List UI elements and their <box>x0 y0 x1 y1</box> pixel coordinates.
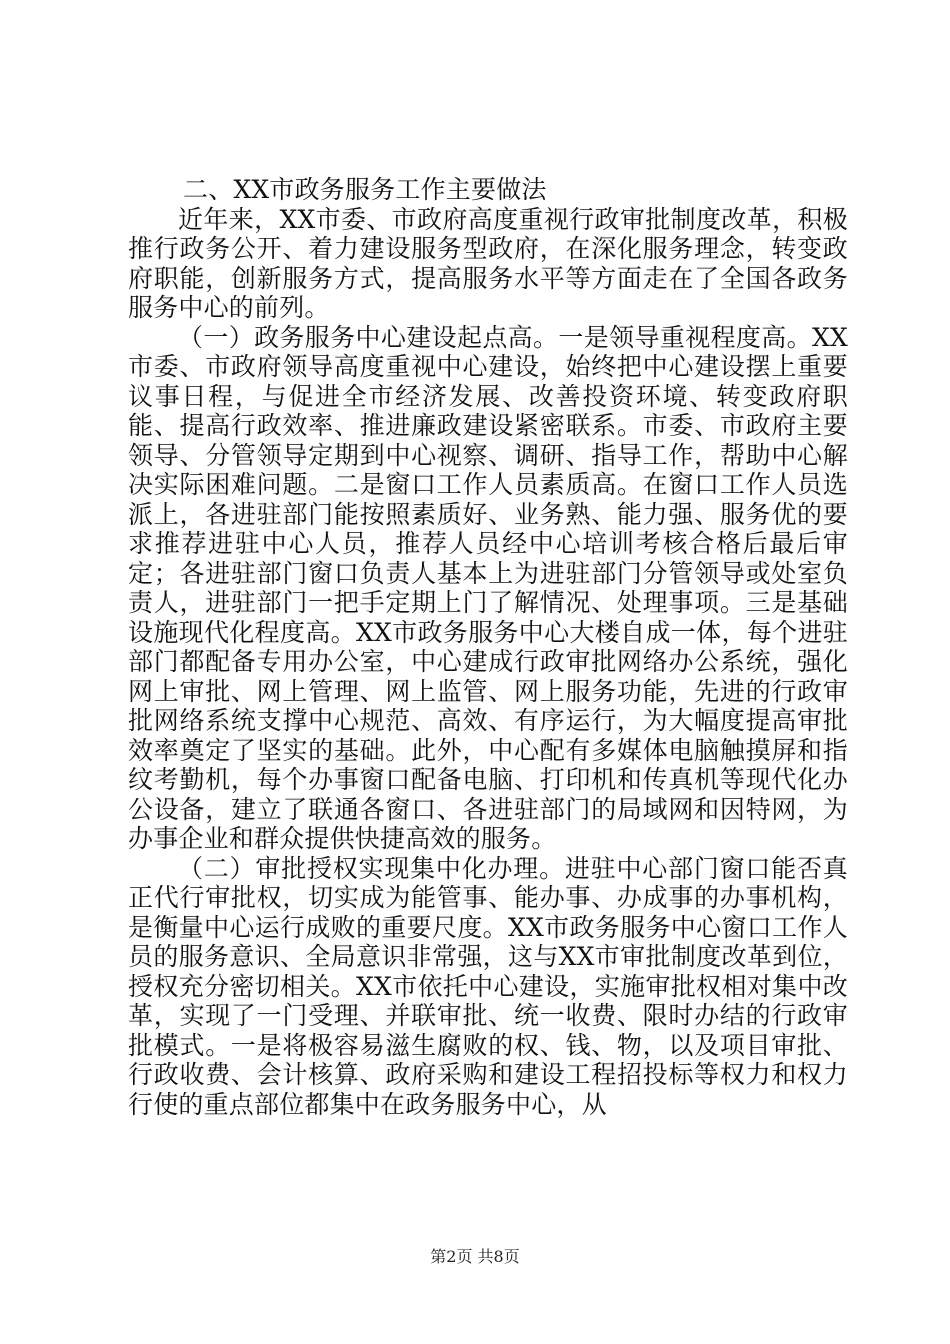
paragraph-intro: 近年来，XX市委、市政府高度重视行政审批制度改革，积极推行政务公开、着力建设服务型政府，在深化服务理念，转变政府职能，创新服务方式，提高服务水平等方面走在了全国各政务服务中心的前列。 <box>128 204 848 322</box>
section-heading: 二、XX市政务服务工作主要做法 <box>183 175 547 204</box>
paragraph-section-two: （二）审批授权实现集中化办理。进驻中心部门窗口能否真正代行审批权，切实成为能管事、能办事、办成事的办事机构，是衡量中心运行成败的重要尺度。XX市政务服务中心窗口工作人员的服务意识、全局意识非常强，这与XX市审批制度改革到位，授权充分密切相关。XX市依托中心建设，实施审批权相对集中改革，实现了一门受理、并联审批、统一收费、限时办结的行政审批模式。一是将极容易滋生腐败的权、钱、物，以及项目审批、行政收费、会计核算、政府采购和建设工程招投标等权力和权力行使的重点部位都集中在政务服务中心，从 <box>128 853 848 1119</box>
document-body <box>128 175 848 1119</box>
page-number-footer: 第2页 共8页 <box>430 1247 520 1266</box>
paragraph-section-one: （一）政务服务中心建设起点高。一是领导重视程度高。XX市委、市政府领导高度重视中心建设，始终把中心建设摆上重要议事日程，与促进全市经济发展、改善投资环境、转变政府职能、提高行政效率、推进廉政建设紧密联系。市委、市政府主要领导、分管领导定期到中心视察、调研、指导工作，帮助中心解决实际困难问题。二是窗口工作人员素质高。在窗口工作人员选派上，各进驻部门能按照素质好、业务熟、能力强、服务优的要求推荐进驻中心人员，推荐人员经中心培训考核合格后最后审定；各进驻部门窗口负责人基本上为进驻部门分管领导或处室负责人，进驻部门一把手定期上门了解情况、处理事项。三是基础设施现代化程度高。XX市政务服务中心大楼自成一体，每个进驻部门都配备专用办公室，中心建成行政审批网络办公系统，强化网上审批、网上管理、网上监管、网上服务功能，先进的行政审批网络系统支撑中心规范、高效、有序运行，为大幅度提高审批效率奠定了坚实的基础。此外，中心配有多媒体电脑触摸屏和指纹考勤机，每个办事窗口配备电脑、打印机和传真机等现代化办公设备，建立了联通各窗口、各进驻部门的局域网和因特网，为办事企业和群众提供快捷高效的服务。 <box>128 322 848 853</box>
